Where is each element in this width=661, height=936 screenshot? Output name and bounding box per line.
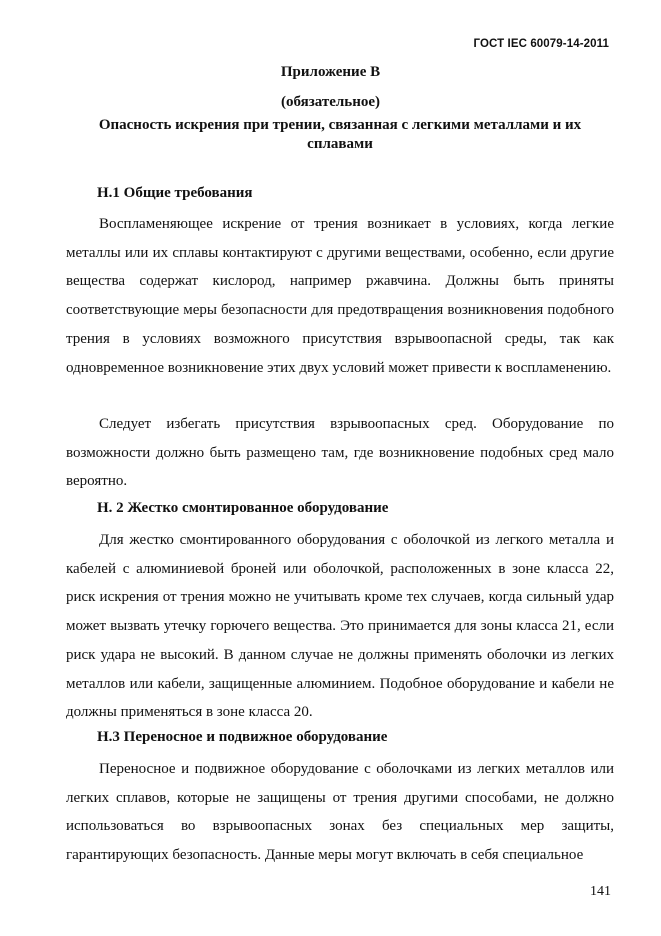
section-h3-paragraph-1: Переносное и подвижное оборудование с оболочками из легких металлов или легких сплавов, которые не защищены от трения другими способами, не должно использоваться во взрывоопасных зонах без специальных мер защиты, гарантирующих безопасность. Данные меры могут включать в себя специальное [66,761,614,864]
annex-heading: Опасность искрения при трении, связанная с легкими металлами и их сплавами [98,117,582,152]
section-h1-paragraph-2: Следует избегать присутствия взрывоопасных сред. Оборудование по возможности должно быть размещено там, где возникновение подобных сред мало вероятно. [66,416,614,490]
page-number: 141 [590,884,611,899]
annex-title: Приложение В [280,64,381,80]
document-code: ГОСТ IEC 60079-14-2011 [473,38,609,50]
section-h1-paragraph-1: Воспламеняющее искрение от трения возникает в условиях, когда легкие металлы или их сплавы контактируют с другими веществами, особенно, если другие вещества содержат кислород, например ржавчина. Должны быть приняты соответствующие меры безопасности для предотвращения возникновения подобного трения в условиях возможного присутствия взрывоопасной среды, так как одновременное возникновение этих двух условий может привести к воспламенению. [66,216,614,376]
section-heading-h3: Н.3 Переносное и подвижное оборудование [97,729,388,745]
section-heading-h1: Н.1 Общие требования [97,185,253,201]
section-h2-paragraph-1: Для жестко смонтированного оборудования с оболочкой из легкого металла и кабелей с алюминиевой броней или оболочкой, расположенных в зоне класса 22, риск искрения от трения можно не учитывать кроме тех случаев, когда сильный удар может вызвать утечку горючего вещества. Это принимается для зоны класса 21, если риск удара не высокий. В данном случае не должны применять оболочки из легких металлов или кабели, защищенные алюминием. Подобное оборудование и кабели не должны применяться в зоне класса 20. [66,532,614,721]
section-heading-h2: Н. 2 Жестко смонтированное оборудование [97,500,389,516]
annex-status: (обязательное) [280,94,381,110]
